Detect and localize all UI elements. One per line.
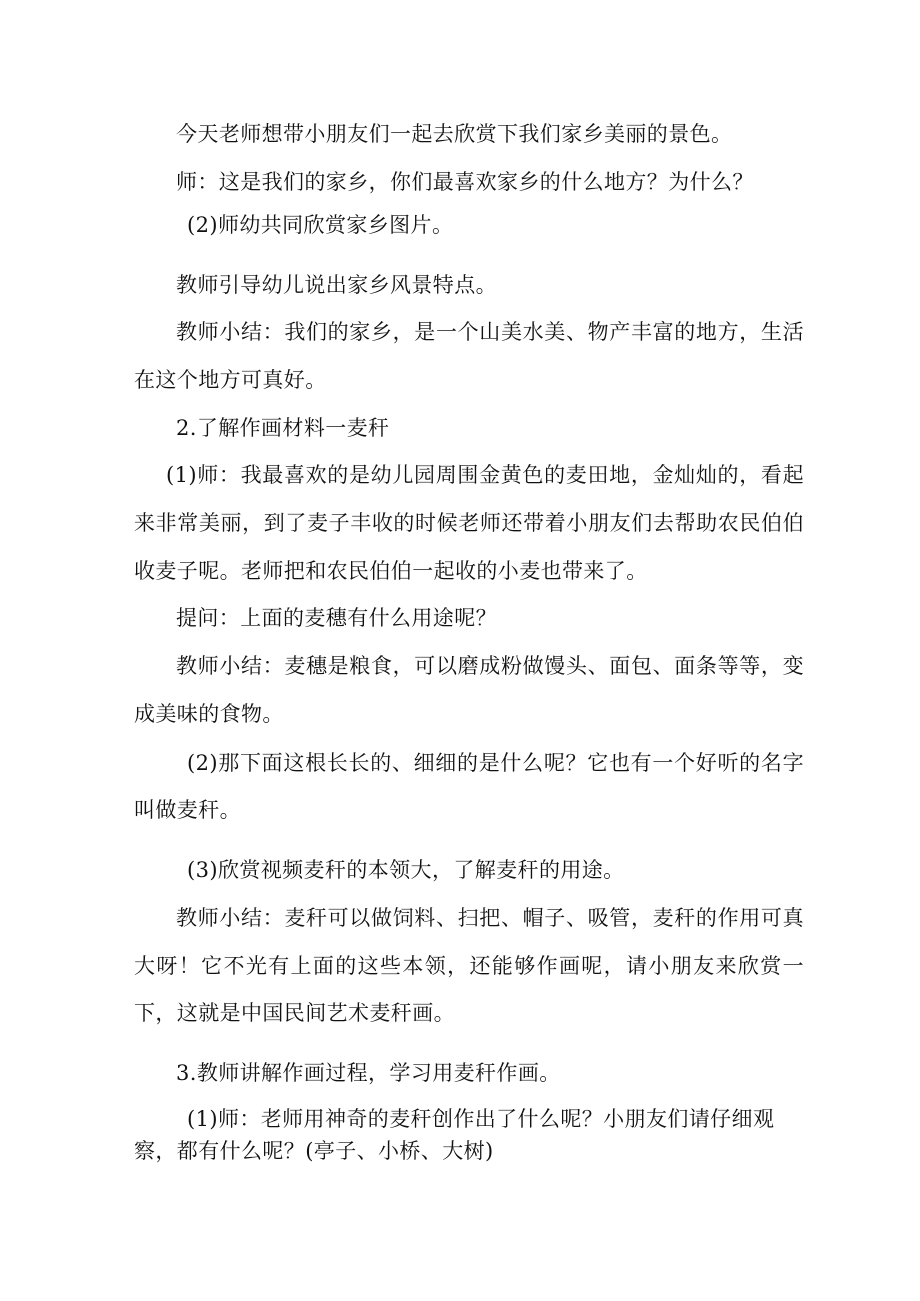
paragraph-line: (2)那下面这根长长的、细细的是什么呢？它也有一个好听的名字 [187, 751, 804, 775]
paragraph-line: 下，这就是中国民间艺术麦秆画。 [134, 1001, 455, 1025]
paragraph-line: (1)师：我最喜欢的是幼儿园周围金黄色的麦田地，金灿灿的，看起 [166, 463, 804, 487]
paragraph-line: 今天老师想带小朋友们一起去欣赏下我们家乡美丽的景色。 [176, 122, 733, 146]
paragraph-line: 成美味的食物。 [134, 702, 284, 726]
paragraph-line: 在这个地方可真好。 [134, 368, 327, 392]
paragraph-line: (2)师幼共同欣赏家乡图片。 [187, 213, 454, 237]
section-heading: 2.了解作画材料一麦秆 [176, 416, 390, 440]
paragraph-line: (1)师：老师用神奇的麦秆创作出了什么呢？小朋友们请仔细观 [187, 1107, 775, 1131]
paragraph-line: 师：这是我们的家乡，你们最喜欢家乡的什么地方？为什么？ [176, 170, 754, 194]
paragraph-line: 提问：上面的麦穗有什么用途呢？ [176, 606, 497, 630]
paragraph-line: 教师小结：麦秆可以做饲料、扫把、帽子、吸管，麦秆的作用可真 [176, 906, 804, 930]
section-heading: 3.教师讲解作画过程，学习用麦秆作画。 [176, 1061, 561, 1085]
paragraph-line: 教师小结：麦穗是粮食，可以磨成粉做馒头、面包、面条等等，变 [176, 654, 804, 678]
paragraph-line: 教师引导幼儿说出家乡风景特点。 [176, 273, 497, 297]
paragraph-line: 大呀！它不光有上面的这些本领，还能够作画呢，请小朋友来欣赏一 [134, 954, 804, 978]
paragraph-line: 叫做麦秆。 [134, 798, 241, 822]
paragraph-line: (3)欣赏视频麦秆的本领大，了解麦秆的用途。 [187, 858, 625, 882]
paragraph-line: 教师小结：我们的家乡，是一个山美水美、物产丰富的地方，生活 [176, 320, 804, 344]
paragraph-line: 收麦子呢。老师把和农民伯伯一起收的小麦也带来了。 [134, 559, 648, 583]
paragraph-line: 察，都有什么呢？(亭子、小桥、大树) [134, 1139, 494, 1163]
paragraph-line: 来非常美丽，到了麦子丰收的时候老师还带着小朋友们去帮助农民伯伯 [134, 511, 804, 535]
